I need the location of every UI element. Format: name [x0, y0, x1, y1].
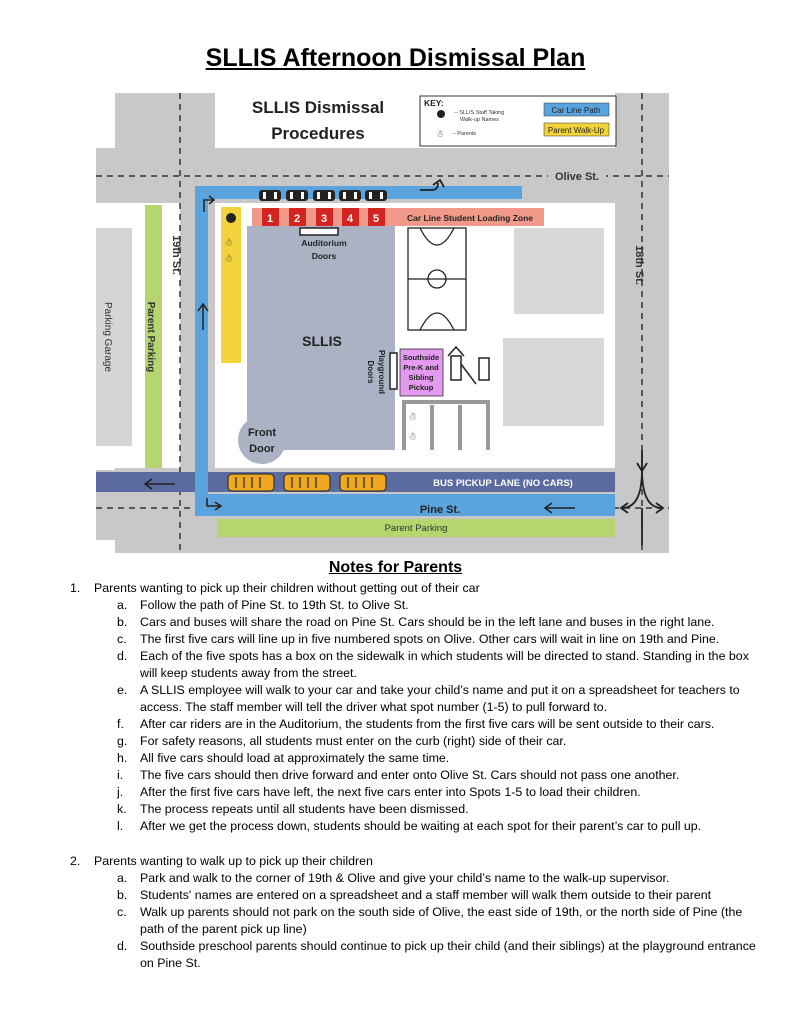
parent-parking-bottom-label: Parent Parking — [384, 523, 448, 534]
parents-icon: ☃ — [436, 130, 445, 140]
item-text: Students' names are entered on a spreadsheet and a staff member will walk them outside to their parent — [140, 888, 712, 902]
item-letter: i. — [117, 768, 124, 782]
section-number: 1. — [70, 581, 81, 595]
parents-icon: ☃ — [408, 432, 417, 443]
bus-icon — [284, 474, 330, 491]
auditorium-label-2: Doors — [311, 251, 337, 261]
southside-label-3: Sibling — [408, 373, 434, 382]
parents-icon: ☃ — [408, 412, 417, 423]
spot-1 — [262, 208, 279, 226]
southside-label-4: Pickup — [408, 383, 434, 392]
auditorium-label-1: Auditorium — [301, 238, 347, 248]
item-letter: a. — [117, 871, 128, 885]
car-icon — [313, 190, 335, 201]
section-text: Parents wanting to pick up their children without getting out of their car — [94, 581, 480, 595]
item-text: The process repeats until all students have been dismissed. — [140, 802, 469, 816]
car-icon — [339, 190, 361, 201]
parents-icon: ☃ — [224, 238, 233, 249]
item-text: Cars and buses will share the road on Pine St. Cars should be in the left lane and buses in the right lane. — [140, 615, 715, 629]
spot-2 — [289, 208, 306, 226]
item-text: Walk up parents should not park on the south side of Olive, the east side of 19th, or the north side of Pine (the path of the parent pick up line) — [140, 905, 743, 936]
spot-number: 4 — [346, 213, 354, 225]
item-text: After the first five cars have left, the next five cars enter into Spots 1-5 to load their children. — [140, 785, 641, 799]
map-heading-line1: SLLIS Dismissal — [251, 98, 385, 117]
section-number: 2. — [70, 854, 81, 868]
front-door — [238, 416, 286, 464]
eighteenth-street-label: 18th St. — [633, 245, 645, 285]
building-label: SLLIS — [302, 333, 342, 349]
item-letter: g. — [117, 734, 128, 748]
staff-icon — [437, 110, 445, 118]
key-car-line-label: Car Line Path — [551, 106, 601, 115]
item-letter: k. — [117, 802, 127, 816]
item-text: For safety reasons, all students must enter on the curb (right) side of their car. — [140, 734, 567, 748]
page-title: SLLIS Afternoon Dismissal Plan — [205, 44, 586, 72]
notes-heading: Notes for Parents — [328, 559, 463, 576]
item-letter: d. — [117, 939, 128, 953]
southside-label-1: Southside — [402, 353, 440, 362]
item-letter: f. — [117, 717, 124, 731]
item-letter: l. — [117, 819, 124, 833]
front-door-label-2: Door — [249, 443, 275, 455]
bus-icon — [340, 474, 386, 491]
car-icon — [286, 190, 308, 201]
playground-label-1: Playground — [377, 349, 386, 395]
parent-walk-up-area — [221, 207, 241, 363]
item-letter: j. — [117, 785, 124, 799]
playground-label-2: Doors — [366, 360, 375, 384]
item-text: The first five cars will line up in five numbered spots on Olive. Other cars will wait in line on 19th and Pine. — [140, 632, 720, 646]
loading-zone-label: Car Line Student Loading Zone — [406, 213, 534, 223]
item-letter: b. — [117, 615, 128, 629]
east-lot-top — [514, 228, 604, 314]
key-title: KEY: — [424, 98, 444, 108]
bus-icon — [228, 474, 274, 491]
staff-icon — [226, 213, 236, 223]
key-staff-line1: -- SLLIS Staff Taking — [454, 110, 505, 116]
car-icon — [259, 190, 281, 201]
item-text: After we get the process down, students should be waiting at each spot for their parent’s car to pull up. — [140, 819, 702, 833]
olive-street-label: Olive St. — [554, 171, 600, 183]
bus-lane-label: BUS PICKUP LANE (NO CARS) — [433, 478, 573, 489]
item-text: Park and walk to the corner of 19th & Olive and give your child’s name to the walk-up supervisor. — [140, 871, 670, 885]
spot-number: 5 — [372, 213, 380, 225]
key-staff-line2: Walk-up Names — [460, 117, 499, 123]
spot-number: 3 — [320, 213, 328, 225]
item-letter: d. — [117, 649, 128, 663]
item-letter: a. — [117, 598, 128, 612]
pine-street-label: Pine St. — [419, 504, 461, 516]
item-letter: b. — [117, 888, 128, 902]
auditorium-doors-icon — [300, 228, 338, 235]
section-text: Parents wanting to walk up to pick up their children — [94, 854, 373, 868]
spot-number: 2 — [293, 213, 301, 225]
item-text: Each of the five spots has a box on the sidewalk in which students will be directed to stand. Standing in the box will keep students away from the street. — [140, 649, 749, 680]
spot-number: 1 — [266, 213, 274, 225]
southside-label-2: Pre-K and — [403, 363, 439, 372]
item-letter: c. — [117, 905, 127, 919]
east-lot-bottom — [503, 338, 604, 426]
item-text: The five cars should then drive forward and enter onto Olive St. Cars should not pass one another. — [140, 768, 680, 782]
parking-garage-label: Parking Garage — [102, 301, 113, 373]
item-letter: c. — [117, 632, 127, 646]
spot-3 — [316, 208, 333, 226]
playground-doors-icon — [390, 353, 397, 389]
front-door-label-1: Front — [247, 427, 277, 439]
parking-garage — [96, 228, 132, 446]
map-heading-line2: Procedures — [271, 124, 365, 143]
item-text: Southside preschool parents should continue to pick up their child (and their siblings) at the playground entrance on Pine St. — [140, 939, 756, 970]
key-walk-up-label: Parent Walk-Up — [547, 126, 605, 135]
olive-cars — [259, 190, 387, 201]
item-text: After car riders are in the Auditorium, the students from the first five cars will be sent outside to their cars. — [140, 717, 715, 731]
nineteenth-street-label: 19th St. — [170, 235, 182, 275]
item-text: A SLLIS employee will walk to your car and take your child’s name and put it on a spreadsheet for teachers to access. The staff member will tell the driver what spot number (1-5) to pull forward to. — [140, 683, 740, 714]
item-letter: e. — [117, 683, 128, 697]
parent-parking-west-label: Parent Parking — [145, 301, 156, 373]
item-text: All five cars should load at approximately the same time. — [140, 751, 450, 765]
car-icon — [365, 190, 387, 201]
item-letter: h. — [117, 751, 128, 765]
parents-icon: ☃ — [224, 254, 233, 265]
item-text: Follow the path of Pine St. to 19th St. to Olive St. — [140, 598, 409, 612]
spot-4 — [342, 208, 359, 226]
spot-5 — [368, 208, 385, 226]
key-parents: -- Parents — [452, 131, 477, 137]
basketball-court — [408, 228, 466, 330]
